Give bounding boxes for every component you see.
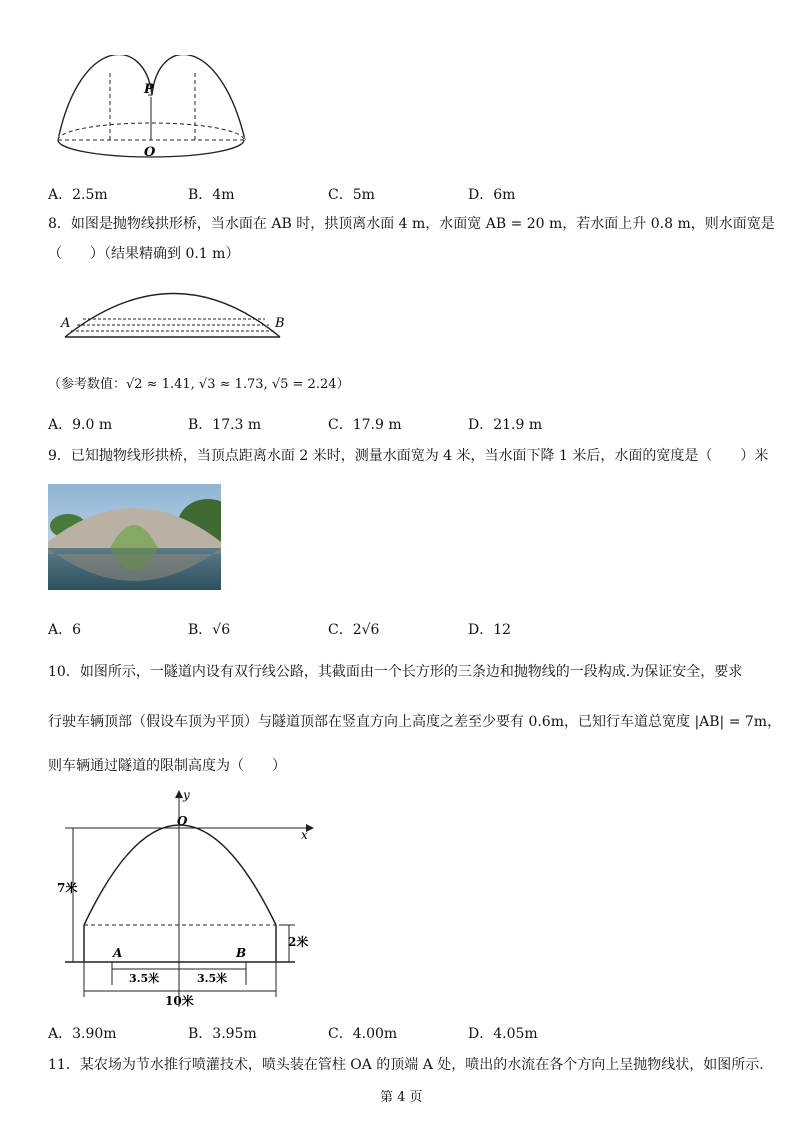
origin-label: O xyxy=(177,814,188,828)
q10-option-b: B．3.95m xyxy=(188,1026,257,1042)
q8-stem-line2: （ ）（结果精确到 0.1 m） xyxy=(48,246,240,262)
height-2m-label: 2米 xyxy=(288,935,309,949)
q10-option-a: A．3.90m xyxy=(48,1026,117,1042)
q7-option-b: B．4m xyxy=(188,187,235,203)
q9-option-d: D．12 xyxy=(468,622,512,638)
q8-option-b: B．17.3 m xyxy=(188,417,262,433)
point-b-label: B xyxy=(236,946,247,960)
q10-stem-line3: 则车辆通过隧道的限制高度为（ ） xyxy=(48,758,286,774)
y-axis-label: y xyxy=(183,788,190,802)
q8-stem-line1: 8．如图是抛物线拱形桥，当水面在 AB 时，拱顶离水面 4 m，水面宽 AB = 20 m，若水面上升 0.8 m，则水面宽是 xyxy=(48,216,775,232)
width-3.5m-left-label: 3.5米 xyxy=(129,972,160,985)
q7-option-c: C．5m xyxy=(328,187,375,203)
q7-option-d: D．6m xyxy=(468,187,516,203)
arch-bridge-figure xyxy=(55,285,305,345)
q9-option-b: B．√6 xyxy=(188,622,231,638)
point-a-label: A xyxy=(61,316,71,331)
point-o-label: O xyxy=(144,145,156,160)
q10-option-d: D．4.05m xyxy=(468,1026,538,1042)
tunnel-figure xyxy=(55,785,320,1010)
x-axis-label: x xyxy=(301,828,308,842)
q9-option-a: A．6 xyxy=(48,622,82,638)
q11-stem: 11．某农场为节水推行喷灌技术，喷头装在管柱 OA 的顶端 A 处，喷出的水流在各个方向上呈抛物线状，如图所示. xyxy=(48,1057,764,1073)
height-7m-label: 7米 xyxy=(57,881,78,895)
page-number: 第 4 页 xyxy=(380,1090,423,1105)
double-arch-figure xyxy=(50,55,260,165)
q8-option-c: C．17.9 m xyxy=(328,417,402,433)
point-b-label: B xyxy=(275,316,285,331)
bridge-photo xyxy=(48,484,221,590)
q9-option-c: C．2√6 xyxy=(328,622,380,638)
q10-option-c: C．4.00m xyxy=(328,1026,398,1042)
q8-option-d: D．21.9 m xyxy=(468,417,543,433)
q10-stem-line2: 行驶车辆顶部（假设车顶为平顶）与隧道顶部在竖直方向上高度之差至少要有 0.6m，已知行车道总宽度 |AB| = 7m， xyxy=(48,714,782,730)
point-a-label: A xyxy=(113,946,123,960)
width-10m-label: 10米 xyxy=(165,994,194,1008)
q10-stem-line1: 10．如图所示，一隧道内设有双行线公路，其截面由一个长方形的三条边和抛物线的一段构成.为保证安全，要求 xyxy=(48,664,743,680)
q8-option-a: A．9.0 m xyxy=(48,417,113,433)
q7-option-a: A．2.5m xyxy=(48,187,108,203)
point-p-label: P xyxy=(144,82,154,97)
q9-stem: 9．已知抛物线形拱桥，当顶点距离水面 2 米时，测量水面宽为 4 米，当水面下降 1 米后，水面的宽度是（ ）米 xyxy=(48,448,769,464)
width-3.5m-right-label: 3.5米 xyxy=(197,972,228,985)
q8-reference-values: （参考数值：√2 ≈ 1.41, √3 ≈ 1.73, √5 = 2.24） xyxy=(48,377,350,392)
